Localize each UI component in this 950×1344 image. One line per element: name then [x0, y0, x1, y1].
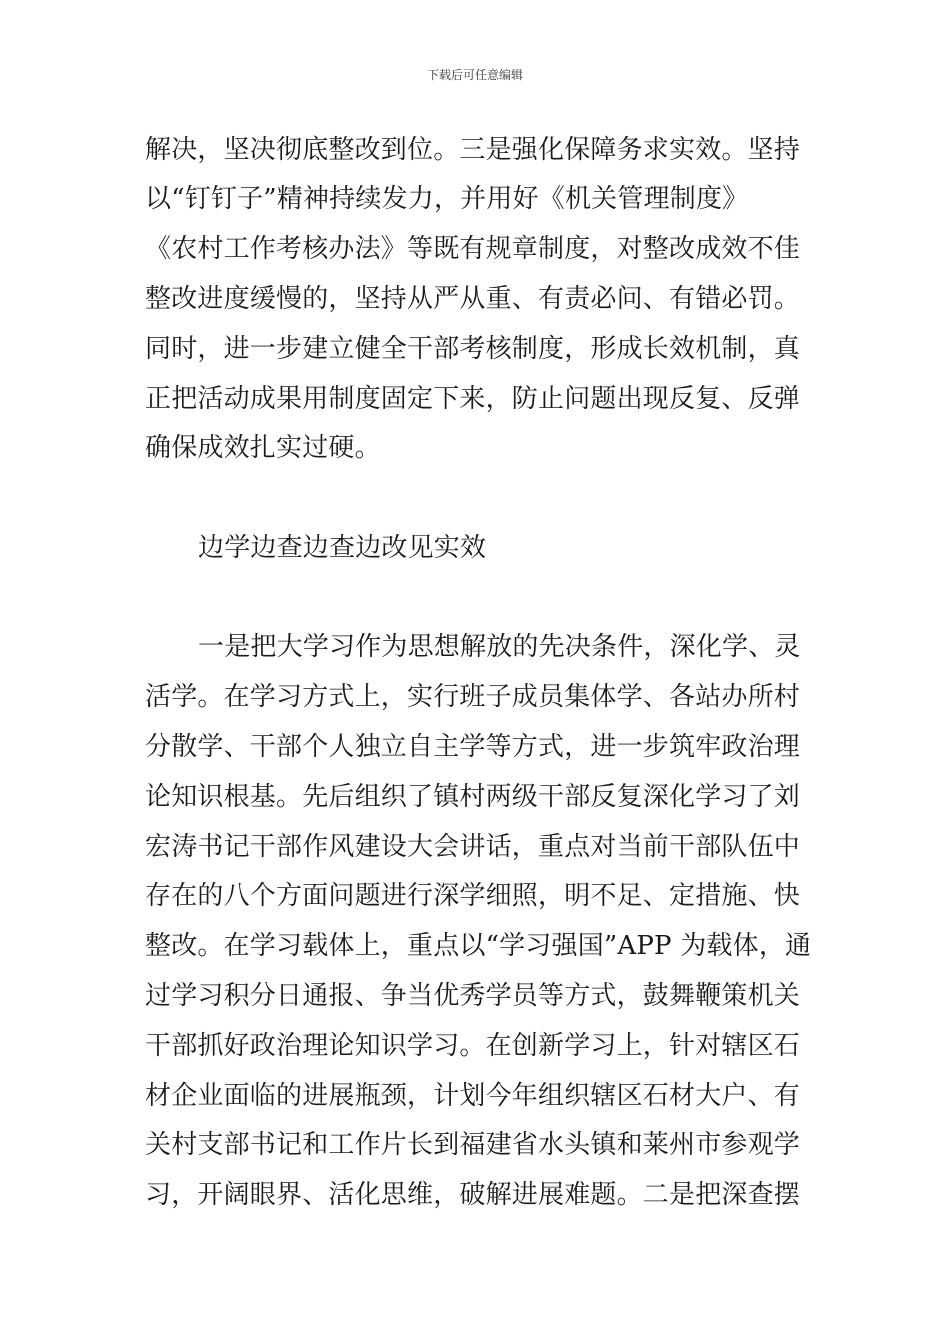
text-line: 同时，进一步建立健全干部考核制度，形成长效机制，真: [145, 334, 801, 364]
text-line: 关村支部书记和工作片长到福建省水头镇和莱州市参观学: [145, 1130, 801, 1160]
text-line: 解决，坚决彻底整改到位。三是强化保障务求实效。坚持: [145, 135, 801, 165]
text-line: 习，开阔眼界、活化思维，破解进展难题。二是把深查摆: [145, 1180, 801, 1210]
section-heading: 边学边查边查边改见实效: [198, 533, 487, 563]
text-line: 一是把大学习作为思想解放的先决条件，深化学、灵: [198, 632, 801, 662]
text-line: 过学习积分日通报、争当优秀学员等方式，鼓舞鞭策机关: [145, 981, 801, 1011]
text-line: 材企业面临的进展瓶颈，计划今年组织辖区石材大户、有: [145, 1081, 801, 1111]
text-line: 活学。在学习方式上，实行班子成员集体学、各站办所村: [145, 682, 801, 712]
text-line: 论知识根基。先后组织了镇村两级干部反复深化学习了刘: [145, 782, 801, 812]
text-line: 整改。在学习载体上，重点以“学习强国”APP 为载体，通: [145, 931, 812, 961]
text-line: 《农村工作考核办法》等既有规章制度，对整改成效不佳: [145, 234, 801, 264]
text-line: 以“钉钉子”精神持续发力，并用好《机关管理制度》: [145, 184, 749, 214]
text-line: 宏涛书记干部作风建设大会讲话，重点对当前干部队伍中: [145, 832, 801, 862]
text-line: 干部抓好政治理论知识学习。在创新学习上，针对辖区石: [145, 1031, 801, 1061]
text-line: 整改进度缓慢的，坚持从严从重、有责必问、有错必罚。: [145, 284, 801, 314]
text-line: 分散学、干部个人独立自主学等方式，进一步筑牢政治理: [145, 732, 801, 762]
page-header: 下载后可任意编辑: [426, 68, 523, 82]
text-line: 确保成效扎实过硬。: [145, 433, 381, 463]
text-line: 存在的八个方面问题进行深学细照，明不足、定措施、快: [145, 881, 801, 911]
text-line: 正把活动成果用制度固定下来，防止问题出现反复、反弹: [145, 384, 801, 414]
